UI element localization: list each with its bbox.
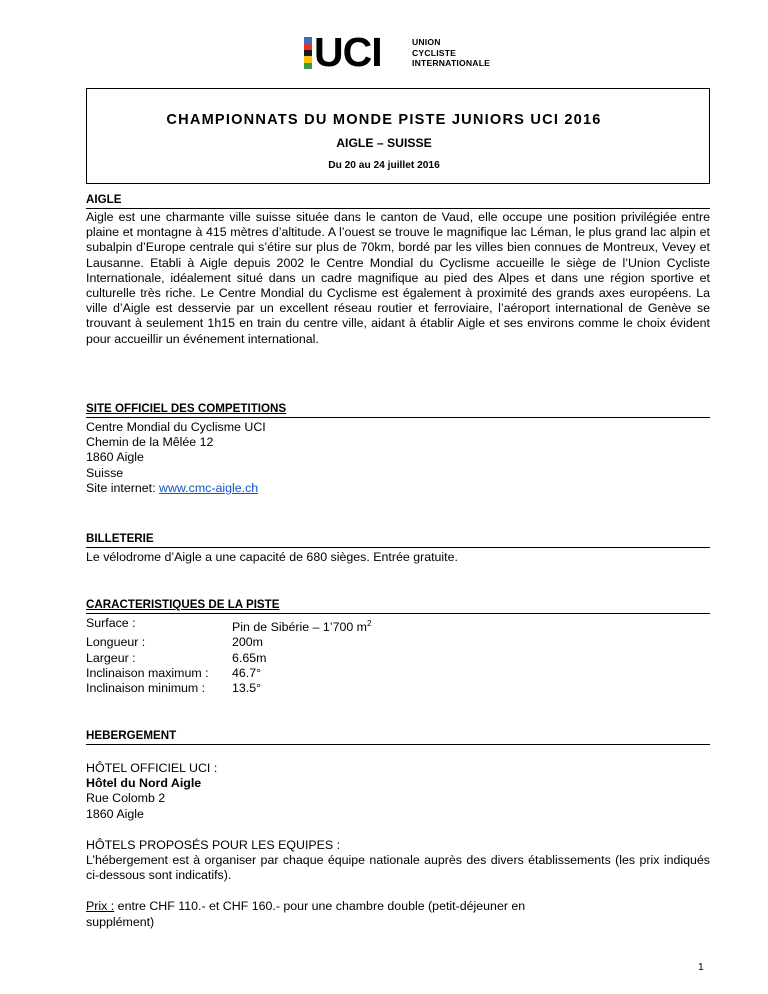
section-heading-hebergement: HEBERGEMENT bbox=[86, 728, 710, 745]
piste-value: 6.65m bbox=[232, 650, 267, 665]
site-web-label: Site internet: bbox=[86, 480, 160, 495]
piste-value: 46.7° bbox=[232, 665, 262, 680]
piste-row bbox=[86, 651, 710, 666]
piste-label: Surface : bbox=[86, 616, 136, 630]
piste-row bbox=[86, 635, 710, 650]
official-hotel-city: 1860 Aigle bbox=[86, 806, 144, 821]
official-hotel-street: Rue Colomb 2 bbox=[86, 791, 166, 806]
event-location: AIGLE – SUISSE bbox=[336, 136, 432, 150]
site-website bbox=[86, 481, 710, 496]
logo-word-1: UNION bbox=[412, 37, 441, 47]
team-hotels-label: HÔTELS PROPOSÉS POUR LES EQUIPES : bbox=[86, 837, 341, 852]
piste-row bbox=[86, 616, 710, 635]
section-piste bbox=[86, 597, 710, 696]
uci-logo bbox=[304, 29, 498, 75]
piste-row bbox=[86, 681, 710, 696]
piste-label: Inclinaison maximum : bbox=[86, 665, 209, 680]
price-text: entre CHF 110.- et CHF 160.- pour une chambre double (petit-déjeuner en bbox=[114, 899, 526, 914]
official-hotel-label: HÔTEL OFFICIEL UCI : bbox=[86, 761, 218, 775]
logo-letters: UCI bbox=[314, 29, 382, 75]
page-number: 1 bbox=[698, 962, 704, 973]
logo-word-3: INTERNATIONALE bbox=[412, 58, 491, 68]
piste-value: 13.5° bbox=[232, 680, 262, 695]
site-line-2: Chemin de la Mêlée 12 bbox=[86, 435, 214, 450]
piste-row bbox=[86, 666, 710, 681]
section-heading-piste: CARACTERISTIQUES DE LA PISTE bbox=[86, 597, 710, 614]
page-title: CHAMPIONNATS DU MONDE PISTE JUNIORS UCI 2016 bbox=[166, 112, 602, 128]
site-line-3: 1860 Aigle bbox=[86, 450, 144, 465]
section-aigle bbox=[86, 192, 710, 347]
logo-stripes bbox=[304, 37, 312, 69]
piste-table bbox=[86, 616, 710, 696]
logo-stripe-green bbox=[304, 63, 312, 69]
site-web-link[interactable]: www.cmc-aigle.ch bbox=[159, 480, 259, 495]
official-hotel-name: Hôtel du Nord Aigle bbox=[86, 776, 202, 791]
logo-word-2: CYCLISTE bbox=[412, 47, 457, 58]
piste-label: Inclinaison minimum : bbox=[86, 680, 206, 695]
section-heading-site: SITE OFFICIEL DES COMPETITIONS bbox=[86, 401, 710, 418]
piste-label: Longueur : bbox=[86, 635, 146, 650]
piste-label: Largeur : bbox=[86, 650, 136, 665]
piste-value: Pin de Sibérie – 1’700 $m^2$ bbox=[232, 619, 372, 635]
price-label: Prix : bbox=[86, 899, 115, 914]
price-line-2: supplément) bbox=[86, 914, 155, 929]
logo-words bbox=[412, 37, 490, 69]
piste-value: 200m bbox=[232, 635, 263, 650]
section-heading-aigle: AIGLE bbox=[86, 192, 710, 209]
section-site bbox=[86, 401, 710, 496]
site-line-4: Suisse bbox=[86, 465, 124, 480]
section-hebergement bbox=[86, 728, 710, 930]
section-billeterie bbox=[86, 531, 710, 565]
site-line-1: Centre Mondial du Cyclisme UCI bbox=[86, 420, 266, 434]
team-hotels-text: L’hébergement est à organiser par chaque équipe nationale auprès des divers établissements (les prix indiqués ci-dessous sont indicatifs). bbox=[86, 853, 710, 883]
event-dates: Du 20 au 24 juillet 2016 bbox=[328, 160, 440, 171]
price-line bbox=[86, 899, 710, 914]
billeterie-text: Le vélodrome d’Aigle a une capacité de 680 sièges. Entrée gratuite. bbox=[86, 550, 458, 564]
aigle-description: Aigle est une charmante ville suisse située dans le canton de Vaud, elle occupe une position privilégiée entre plaine et montagne à 415 mètres d’altitude. A l’ouest se trouve le magnifique lac Léman, le plus grand lac alpin et subalpin d’Europe centrale qui s’étire sur plus de 70km, bordé par les villes bien connues de Montreux, Vevey et Lausanne. Etabli à Aigle depuis 2002 le Centre Mondial du Cyclisme accueille le siège de l’Union Cycliste Internationale, idéalement situé dans un cadre magnifique au pied des Alpes et dans une région sportive et culturelle très riche. Le Centre Mondial du Cyclisme est également à proximité des grands axes européens. La ville d’Aigle est desservie par un excellent réseau routier et ferroviaire, l’aéroport international de Genève se trouvant à seulement 1h15 en train du centre ville, aidant à établir Aigle et ses environs comme le choix évident pour accueillir un événement international. bbox=[86, 210, 710, 346]
section-heading-billeterie: BILLETERIE bbox=[86, 531, 710, 548]
superscript: 2 bbox=[367, 619, 372, 628]
